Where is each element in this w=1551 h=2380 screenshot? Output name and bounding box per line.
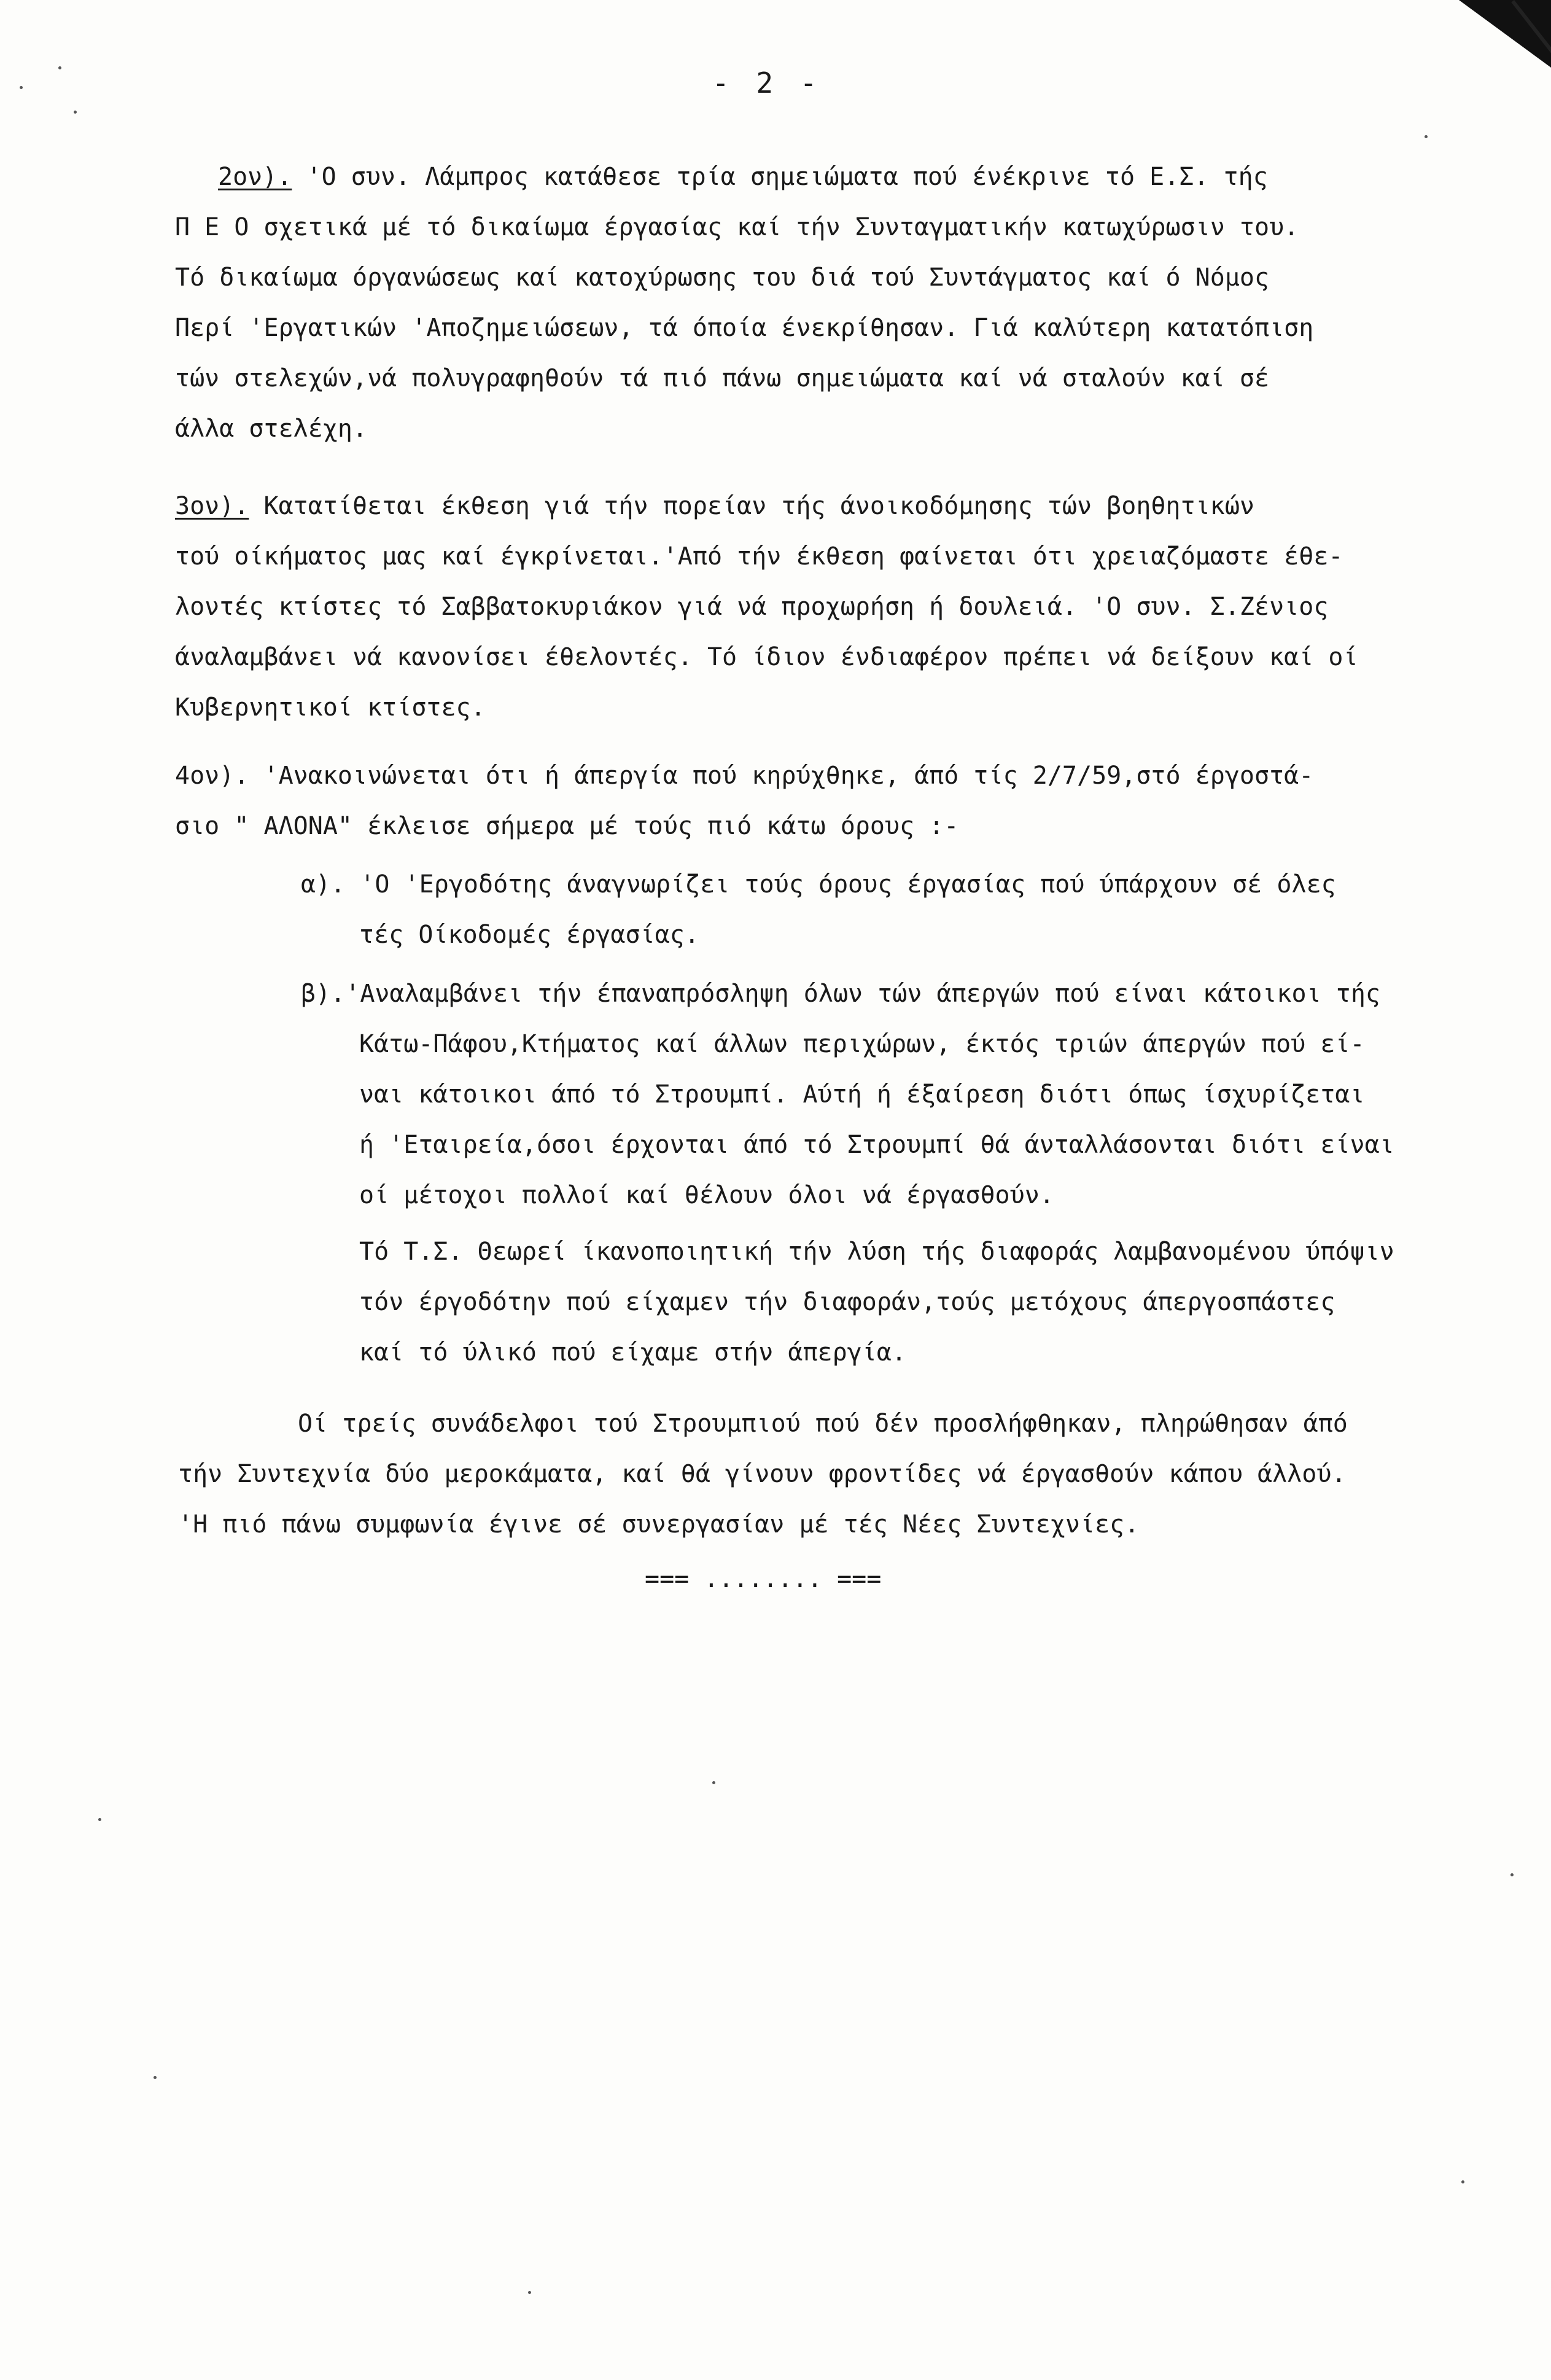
- scan-speck: [528, 2291, 531, 2294]
- scan-speck: [74, 111, 77, 114]
- scan-speck: [20, 86, 23, 89]
- item-beta-line-1: β).'Αναλαμβάνει τήν έπαναπρόσληψη όλων τών άπεργών πού είναι κάτοικοι τής: [301, 980, 1380, 1008]
- paragraph-2-line-2: Π Ε Ο σχετικά μέ τό δικαίωμα έργασίας καί τήν Συνταγματικήν κατωχύρωσιν του.: [175, 213, 1299, 241]
- scan-speck: [58, 66, 61, 69]
- scan-speck: [154, 2076, 157, 2079]
- section-label-3: 3ον).: [175, 492, 249, 520]
- closing-line-2: τήν Συντεχνία δύο μεροκάματα, καί θά γίνουν φροντίδες νά έργασθούν κάπου άλλού.: [178, 1460, 1347, 1488]
- paragraph-3-line-2: τού οίκήματος μας καί έγκρίνεται.'Από τήν έκθεση φαίνεται ότι χρειαζόμαστε έθε-: [175, 542, 1343, 571]
- paragraph-2-line-1: [218, 165, 1268, 189]
- paragraph-4-line-2: σιο " ΑΛΟΝΑ" έκλεισε σήμερα μέ τούς πιό κάτω όρους :-: [175, 812, 959, 840]
- paragraph-2-line-5: τών στελεχών,νά πολυγραφηθούν τά πιό πάνω σημειώματα καί νά σταλούν καί σέ: [175, 364, 1270, 392]
- paragraph-2-line-4: Περί 'Εργατικών 'Αποζημειώσεων, τά όποία ένεκρίθησαν. Γιά καλύτερη κατατόπιση: [175, 314, 1314, 342]
- paragraph-3-line-1: [175, 494, 1254, 518]
- scan-speck: [1510, 1873, 1514, 1876]
- item-beta-line-4: ή 'Εταιρεία,όσοι έρχονται άπό τό Στρουμπί θά άνταλλάσονται διότι είναι: [359, 1131, 1394, 1159]
- section-label-2: 2ον).: [218, 163, 292, 191]
- item-beta-line-2: Κάτω-Πάφου,Κτήματος καί άλλων περιχώρων, έκτός τριών άπεργών πού εί-: [359, 1030, 1365, 1058]
- paragraph-2-line-6: άλλα στελέχη.: [175, 415, 368, 443]
- item-beta-line-5: οί μέτοχοι πολλοί καί θέλουν όλοι νά έργασθούν.: [359, 1181, 1054, 1209]
- paragraph-3-line-3: λοντές κτίστες τό Σαββατοκυριάκον γιά νά προχωρήση ή δουλειά. 'Ο συν. Σ.Ζένιος: [175, 593, 1329, 621]
- closing-line-3: 'Η πιό πάνω συμφωνία έγινε σέ συνεργασίαν μέ τές Νέες Συντεχνίες.: [178, 1510, 1140, 1539]
- line-text: Κατατίθεται έκθεση γιά τήν πορείαν τής άνοικοδόμησης τών βοηθητικών: [249, 492, 1254, 520]
- closing-line-1: Οί τρείς συνάδελφοι τού Στρουμπιού πού δέν προσλήφθηκαν, πληρώθησαν άπό: [298, 1410, 1348, 1438]
- council-statement-line-2: τόν έργοδότην πού είχαμεν τήν διαφοράν,τούς μετόχους άπεργοσπάστες: [359, 1288, 1335, 1316]
- item-beta-line-3: ναι κάτοικοι άπό τό Στρουμπί. Αύτή ή έξαίρεση διότι όπως ίσχυρίζεται: [359, 1080, 1365, 1109]
- scan-speck: [1425, 135, 1428, 138]
- scan-speck: [98, 1818, 101, 1821]
- paragraph-2-line-3: Τό δικαίωμα όργανώσεως καί κατοχύρωσης του διά τού Συντάγματος καί ό Νόμος: [175, 263, 1270, 292]
- scan-speck: [1461, 2180, 1464, 2183]
- paragraph-3-line-5: Κυβερνητικοί κτίστες.: [175, 693, 486, 722]
- item-alpha-line-1: α). 'Ο 'Εργοδότης άναγνωρίζει τούς όρους έργασίας πού ύπάρχουν σέ όλες: [301, 870, 1336, 899]
- paragraph-4-line-1: 4ον). 'Ανακοινώνεται ότι ή άπεργία πού κηρύχθηκε, άπό τίς 2/7/59,στό έργοστά-: [175, 762, 1314, 790]
- item-alpha-line-2: τές Οίκοδομές έργασίας.: [359, 921, 699, 949]
- scan-speck: [712, 1781, 715, 1784]
- page-number: - 2 -: [712, 66, 822, 99]
- end-separator: === ........ ===: [645, 1565, 882, 1593]
- line-text: 'Ο συν. Λάμπρος κατάθεσε τρία σημειώματα πού ένέκρινε τό Ε.Σ. τής: [292, 163, 1268, 191]
- council-statement-line-1: Τό Τ.Σ. Θεωρεί ίκανοποιητική τήν λύση τής διαφοράς λαμβανομένου ύπόψιν: [359, 1238, 1394, 1266]
- paragraph-3-line-4: άναλαμβάνει νά κανονίσει έθελοντές. Τό ίδιον ένδιαφέρον πρέπει νά δείξουν καί οί: [175, 643, 1358, 671]
- council-statement-line-3: καί τό ύλικό πού είχαμε στήν άπεργία.: [359, 1338, 907, 1367]
